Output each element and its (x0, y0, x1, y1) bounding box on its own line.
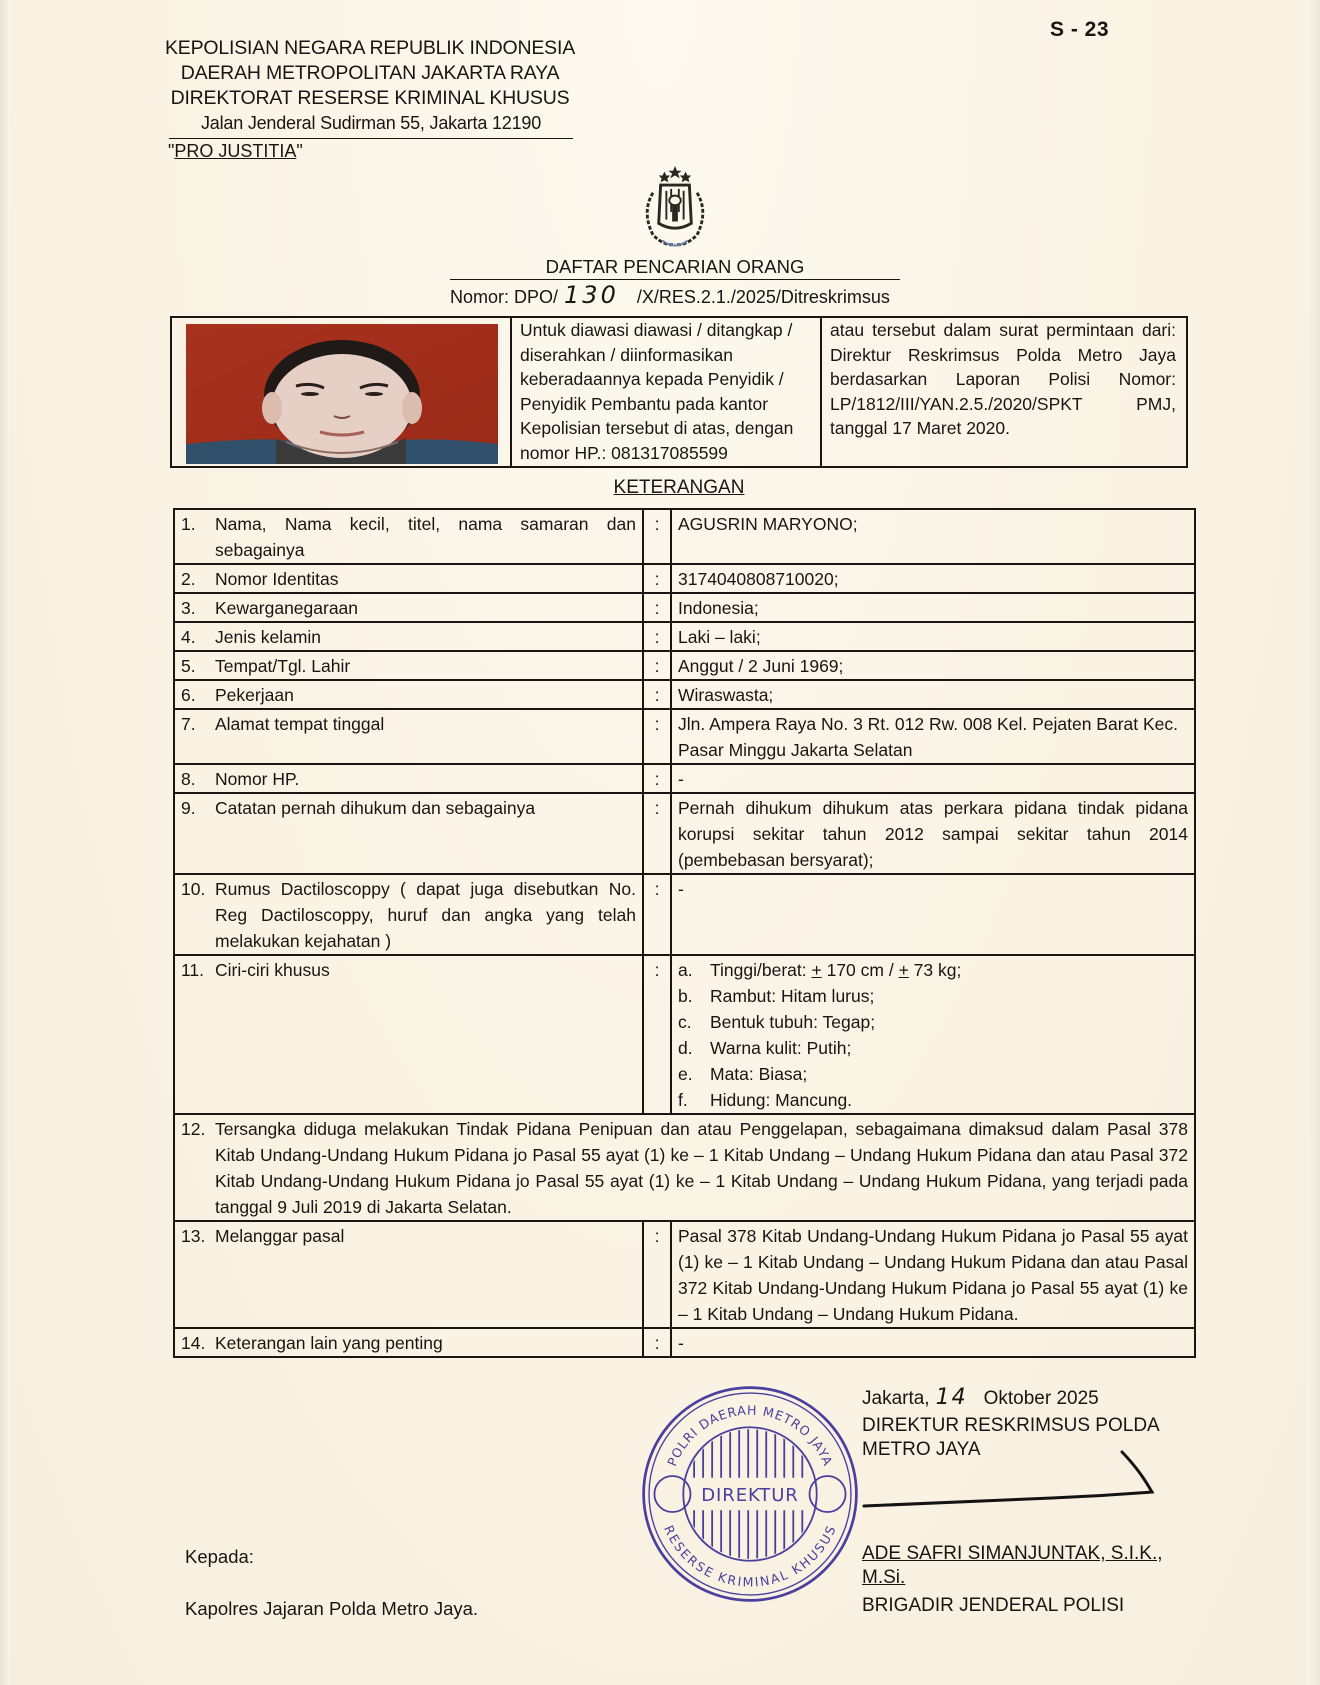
feature-item (678, 1061, 1188, 1087)
info-line: keberadaannya kepada Penyidik / (520, 369, 784, 389)
page-code: S - 23 (1050, 18, 1110, 41)
row-separator: : (643, 709, 671, 764)
row-label: Kewarganegaraan (215, 598, 359, 618)
table-row (174, 622, 1195, 651)
feature-letter: b. (678, 986, 693, 1006)
signature-date (862, 1386, 1099, 1411)
letterhead (165, 36, 575, 139)
recipient-name: Kapolres Jajaran Polda Metro Jaya. (185, 1598, 479, 1619)
features-list (678, 957, 1188, 1113)
stamp-bottom-textpath: RESERSE KRIMINAL KHUSUS (661, 1522, 839, 1590)
number-suffix: /X/RES.2.1./2025/Ditreskrimsus (636, 287, 890, 307)
table-row (174, 1114, 1195, 1221)
row-separator: : (643, 1328, 671, 1357)
feature-text: Bentuk tubuh: Tegap; (710, 1012, 876, 1032)
info-request-source: atau tersebut dalam surat permintaan dari: Direktur Reskrimsus Polda Metro Jaya berdasarkan Laporan Polisi Nomor: LP/1812/III/YAN.2.5./2020/SPKT PMJ, tanggal 17 Maret 2020. (830, 320, 1176, 438)
letterhead-line-1: KEPOLISIAN NEGARA REPUBLIK INDONESIA (165, 37, 576, 59)
police-emblem-icon (622, 164, 728, 256)
row-value: Pernah dihukum dihukum atas perkara pidana tindak pidana korupsi sekitar tahun 2012 sampai sekitar tahun 2014 (pembebasan bersyarat); (671, 793, 1195, 874)
feature-text-part: 170 cm / (821, 960, 899, 980)
row-value-features (671, 955, 1195, 1114)
table-row (174, 709, 1195, 764)
feature-text-part: Tinggi/berat: (710, 960, 812, 980)
info-line: nomor HP.: 081317085599 (520, 442, 728, 463)
plus-minus-sign: + (898, 960, 909, 980)
plus-minus-sign: + (811, 960, 822, 980)
table-row (174, 680, 1195, 709)
row-number: 10. (181, 879, 206, 899)
row-label: Tempat/Tgl. Lahir (215, 656, 351, 676)
feature-text (710, 957, 961, 983)
signatory-name: ADE SAFRI SIMANJUNTAK, S.I.K., M.Si. (862, 1543, 1163, 1588)
row-label: Keterangan lain yang penting (215, 1333, 443, 1353)
feature-item (678, 1035, 1188, 1061)
row-number: 3. (181, 598, 196, 618)
info-line: Kepolisian tersebut di atas, dengan (520, 418, 794, 438)
row-number: 4. (181, 627, 196, 647)
table-row (174, 564, 1195, 593)
row-value: Anggut / 2 Juni 1969; (671, 651, 1195, 680)
row-full-text: Tersangka diduga melakukan Tindak Pidana Penipuan dan atau Penggelapan, sebagaimana dimaksud dalam Pasal 378 Kitab Undang-Undang Hukum Pidana jo Pasal 55 ayat (1) ke – 1 Kitab Undang – Undang Hukum Pidana dan atau Pasal 372 Kitab Undang-Undang Hukum Pidana jo Pasal 55 ayat (1) ke – 1 Kitab Undang – Undang Hukum Pidana, yang terjadi pada tanggal 9 Juli 2019 di Jakarta Selatan. (215, 1119, 1188, 1217)
stamp-top-textpath: POLRI DAERAH METRO JAYA (664, 1402, 836, 1469)
row-value: Wiraswasta; (671, 680, 1195, 709)
table-row (174, 955, 1195, 1114)
row-value: 3174040808710020; (671, 564, 1195, 593)
row-separator: : (643, 651, 671, 680)
document-number (450, 282, 910, 310)
suspect-photo (186, 324, 498, 464)
row-separator: : (643, 593, 671, 622)
letterhead-address: Jalan Jenderal Sudirman 55, Jakarta 12190 (169, 111, 573, 139)
row-value: - (671, 1328, 1195, 1357)
pro-justitia: "PRO JUSTITIA" (168, 141, 303, 161)
recipient-label: Kepada: (185, 1546, 254, 1567)
row-number: 8. (181, 769, 196, 789)
info-line: Penyidik Pembantu pada kantor (520, 393, 769, 414)
row-separator: : (643, 680, 671, 709)
row-value: - (671, 874, 1195, 955)
table-row (174, 1221, 1195, 1328)
feature-item (678, 1009, 1188, 1035)
row-value: Indonesia; (671, 593, 1195, 622)
feature-text: Mata: Biasa; (710, 1064, 808, 1084)
row-value: Jln. Ampera Raya No. 3 Rt. 012 Rw. 008 Kel. Pejaten Barat Kec. Pasar Minggu Jakarta Selatan (671, 709, 1195, 764)
document-title: DAFTAR PENCARIAN ORANG (450, 256, 900, 280)
signatory-rank: BRIGADIR JENDERAL POLISI (862, 1595, 1125, 1616)
row-separator: : (643, 793, 671, 874)
row-number: 6. (181, 685, 196, 705)
row-separator: : (643, 955, 671, 1114)
row-number: 7. (181, 714, 196, 734)
row-value: Laki – laki; (671, 622, 1195, 651)
table-row (174, 793, 1195, 874)
info-instructions (512, 318, 822, 466)
scan-edge-right (1306, 0, 1320, 1685)
row-label: Nama, Nama kecil, titel, nama samaran dan sebagainya (215, 514, 636, 560)
feature-letter: c. (678, 1012, 692, 1032)
signatory-title: DIREKTUR RESKRIMSUS POLDA METRO JAYA (862, 1415, 1159, 1460)
row-separator: : (643, 1221, 671, 1328)
signature-place: Jakarta, (862, 1388, 930, 1409)
row-number: 11. (181, 960, 205, 980)
row-separator: : (643, 564, 671, 593)
feature-letter: a. (678, 960, 693, 980)
table-row (174, 509, 1195, 564)
row-label: Ciri-ciri khusus (215, 960, 330, 980)
number-handwritten: 130 (564, 281, 619, 309)
row-label: Rumus Dactiloscoppy ( dapat juga disebutkan No. Reg Dactiloscoppy, huruf dan angka yang telah melakukan kejahatan ) (215, 879, 636, 951)
info-line: diserahkan / diinformasikan (520, 344, 734, 365)
info-box (170, 316, 1188, 468)
feature-item (678, 983, 1188, 1009)
feature-item (678, 957, 1188, 983)
photo-cell (172, 318, 512, 466)
table-row (174, 593, 1195, 622)
table-row (174, 651, 1195, 680)
feature-letter: f. (678, 1090, 688, 1110)
row-separator: : (643, 622, 671, 651)
row-number: 2. (181, 569, 196, 589)
row-value: Pasal 378 Kitab Undang-Undang Hukum Pidana jo Pasal 55 ayat (1) ke – 1 Kitab Undang – Undang Hukum Pidana dan atau Pasal 372 Kitab Undang-Undang Hukum Pidana jo Pasal 55 ayat (1) ke – 1 Kitab Undang – Undang Hukum Pidana. (671, 1221, 1195, 1328)
table-row (174, 1328, 1195, 1357)
scan-edge-left (0, 0, 10, 1685)
row-label: Nomor Identitas (215, 569, 339, 589)
feature-letter: e. (678, 1064, 693, 1084)
letterhead-line-3: DIREKTORAT RESERSE KRIMINAL KHUSUS (170, 87, 570, 109)
row-separator: : (643, 509, 671, 564)
row-separator: : (643, 874, 671, 955)
row-label: Jenis kelamin (215, 627, 322, 647)
keterangan-heading: KETERANGAN (613, 477, 745, 498)
row-value: - (671, 764, 1195, 793)
stamp-center-text: DIREKTUR (701, 1485, 799, 1507)
info-line: Untuk diawasi diawasi / ditangkap / (520, 320, 793, 340)
feature-text: Hidung: Mancung. (710, 1090, 853, 1110)
number-prefix: Nomor: DPO/ (450, 287, 559, 307)
official-stamp-icon (640, 1384, 860, 1604)
row-label: Catatan pernah dihukum dan sebagainya (215, 798, 536, 818)
feature-letter: d. (678, 1038, 693, 1058)
row-label: Alamat tempat tinggal (215, 714, 385, 734)
row-number: 1. (181, 514, 196, 534)
signature-month-year: Oktober 2025 (983, 1388, 1099, 1409)
row-value: AGUSRIN MARYONO; (671, 509, 1195, 564)
row-label: Nomor HP. (215, 769, 300, 789)
feature-text: Rambut: Hitam lurus; (710, 986, 875, 1006)
pro-justitia-text: PRO JUSTITIA (174, 141, 297, 161)
row-number: 12. (181, 1119, 206, 1139)
handwritten-signature-icon (862, 1446, 1162, 1516)
feature-text: Warna kulit: Putih; (710, 1038, 852, 1058)
table-row (174, 764, 1195, 793)
row-number: 13. (181, 1226, 206, 1246)
table-row (174, 874, 1195, 955)
row-label: Melanggar pasal (215, 1226, 345, 1246)
row-number: 14. (181, 1333, 206, 1353)
row-number: 5. (181, 656, 196, 676)
feature-text-part: 73 kg; (908, 960, 962, 980)
feature-item (678, 1087, 1188, 1113)
row-number: 9. (181, 798, 196, 818)
signature-day-handwritten: 14 (935, 1385, 968, 1410)
row-label: Pekerjaan (215, 685, 294, 705)
letterhead-line-2: DAERAH METROPOLITAN JAKARTA RAYA (180, 62, 560, 84)
keterangan-table (173, 508, 1196, 1358)
row-separator: : (643, 764, 671, 793)
